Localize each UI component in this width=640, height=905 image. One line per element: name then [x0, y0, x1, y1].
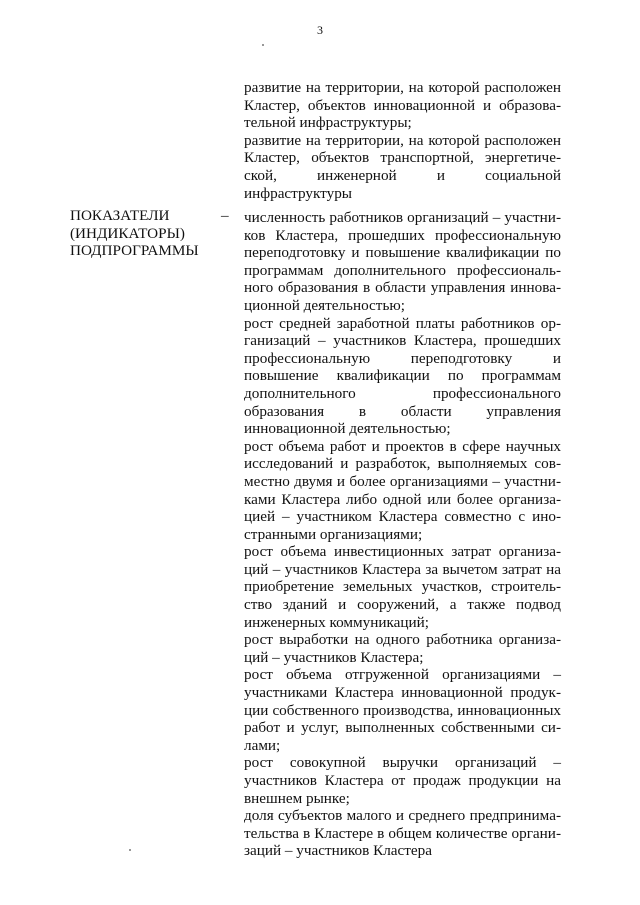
indicator-item: рост средней заработной платы работников организаций – участников Кластера, прошедших профессиональную переподготовку и повышение квалификации по программам дополнительного профессионального образования в области управления инновационной деятельностью; — [244, 314, 561, 438]
indicator-item: рост объема работ и проектов в сфере научных исследований и разработок, выполняемых совместно двумя и более организациями – участниками Кластера либо одной или более организацией – участником Кластера совместно с иностранными организациями; — [244, 437, 561, 543]
indicators-label-line: ПОДПРОГРАММЫ — [70, 242, 199, 260]
indicator-item: рост объема отгруженной организациями – участниками Кластера инновационной продукции собственного производства, инновационных работ и услуг, выполненных собственными силами; — [244, 666, 561, 754]
indicators-label-line: (ИНДИКАТОРЫ) — [70, 224, 185, 242]
label-dash: – — [221, 207, 229, 224]
scan-speck — [129, 849, 131, 851]
indicator-item: рост совокупной выручки организаций – участников Кластера от продаж продукции на внешнем рынке; — [244, 754, 561, 807]
indicators-label-line: ПОКАЗАТЕЛИ — [70, 207, 170, 224]
top-paragraph: развитие на территории, на которой расположен Кластер, объектов инновационной и образовательной инфраструктуры; — [244, 79, 561, 132]
top-paragraph: развитие на территории, на которой расположен Кластер, объектов транспортной, энергетической, инженерной и социальной инфраструктуры — [244, 131, 561, 202]
scan-speck — [262, 44, 264, 46]
top-section — [244, 79, 561, 202]
indicators-list — [244, 209, 561, 860]
indicator-item: рост выработки на одного работника организаций – участников Кластера; — [244, 631, 561, 666]
indicator-item: рост объема инвестиционных затрат организаций – участников Кластера за вычетом затрат на приобретение земельных участков, строительство зданий и сооружений, а также подвод инженерных коммуникаций; — [244, 543, 561, 631]
indicator-item: численность работников организаций – участников Кластера, прошедших профессиональную переподготовку и повышение квалификации по программам дополнительного профессионального образования в области управления инновационной деятельностью; — [244, 209, 561, 314]
indicator-item: доля субъектов малого и среднего предпринимательства в Кластере в общем количестве организаций – участников Кластера — [244, 807, 561, 860]
indicators-label — [70, 207, 220, 260]
page-number: 3 — [317, 23, 323, 37]
